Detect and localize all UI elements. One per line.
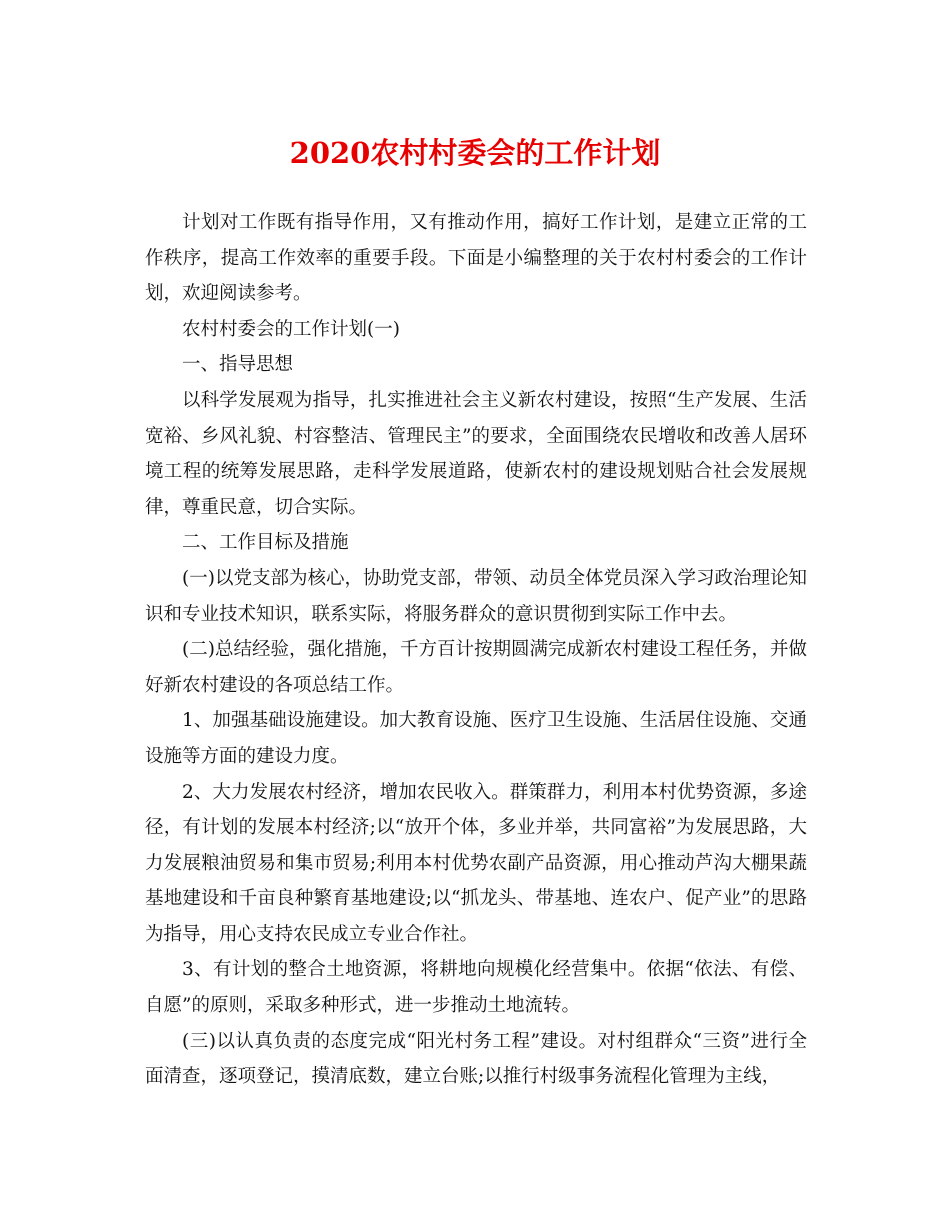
paragraph-subitem-3: 3、有计划的整合土地资源，将耕地向规模化经营集中。依据“依法、有偿、自愿”的原则，采取多种形式，进一步推动土地流转。 (145, 959, 807, 1017)
paragraph-guiding-ideology: 以科学发展观为指导，扎实推进社会主义新农村建设，按照“生产发展、生活宽裕、乡风礼貌、村容整洁、管理民主”的要求，全面围绕农民增收和改善人居环境工程的统筹发展思路，走科学发展道路，使新农村的建设规划贴合社会发展规律，尊重民意，切合实际。 (145, 389, 807, 518)
document-body (145, 205, 807, 1095)
paragraph-heading-guiding-ideology: 一、指导思想 (182, 354, 294, 376)
paragraph-subitem-2: 2、大力发展农村经济，增加农民收入。群策群力，利用本村优势资源，多途径，有计划的发展本村经济;以“放开个体，多业并举，共同富裕”为发展思路，大力发展粮油贸易和集市贸易;利用本村优势农副产品资源，用心推动芦沟大棚果蔬基地建设和千亩良种繁育基地建设;以“抓龙头、带基地、连农户、促产业”的思路为指导，用心支持农民成立专业合作社。 (145, 781, 807, 945)
paragraph-intro: 计划对工作既有指导作用，又有推动作用，搞好工作计划，是建立正常的工作秩序，提高工作效率的重要手段。下面是小编整理的关于农村村委会的工作计划，欢迎阅读参考。 (145, 212, 807, 305)
paragraph-heading-goals-measures: 二、工作目标及措施 (182, 532, 349, 554)
paragraph-item-1: (一)以党支部为核心，协助党支部，带领、动员全体党员深入学习政治理论知识和专业技术知识，联系实际，将服务群众的意识贯彻到实际工作中去。 (145, 567, 807, 625)
document-title: 2020农村村委会的工作计划 (289, 136, 661, 170)
paragraph-subitem-1: 1、加强基础设施建设。加大教育设施、医疗卫生设施、生活居住设施、交通设施等方面的建设力度。 (145, 710, 807, 767)
paragraph-item-3: (三)以认真负责的态度完成“阳光村务工程”建设。对村组群众“三资”进行全面清查，逐项登记，摸清底数，建立台账;以推行村级事务流程化管理为主线， (145, 1030, 807, 1088)
paragraph-section-heading: 农村村委会的工作计划(一) (182, 318, 400, 340)
paragraph-item-2: (二)总结经验，强化措施，千方百计按期圆满完成新农村建设工程任务，并做好新农村建设的各项总结工作。 (145, 639, 807, 696)
